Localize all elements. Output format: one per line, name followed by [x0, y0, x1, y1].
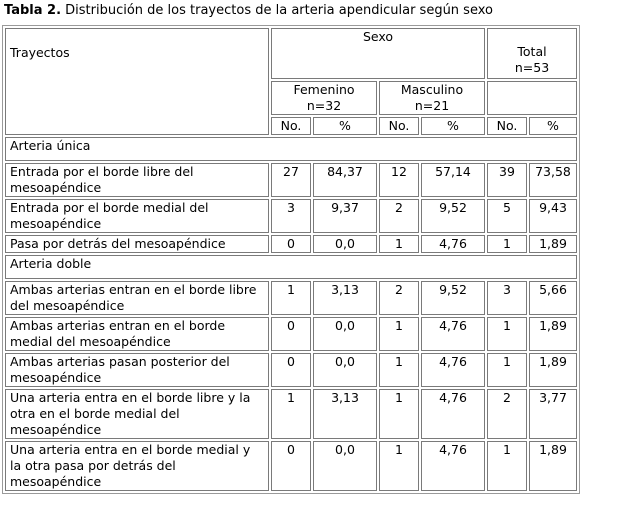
section-title: Arteria única: [5, 137, 577, 161]
table-row: [5, 353, 577, 387]
row-label: Pasa por detrás del mesoapéndice: [5, 235, 269, 253]
cell-mas-pct: 4,76: [421, 317, 485, 351]
trayectos-table: [2, 25, 580, 494]
cell-tot-pct: 5,66: [529, 281, 577, 315]
cell-mas-no: 12: [379, 163, 419, 197]
header-femenino-label: Femenino: [293, 82, 355, 97]
header-fem-pct: %: [313, 117, 377, 135]
table-caption-text: Distribución de los trayectos de la arteria apendicular según sexo: [61, 3, 493, 18]
header-tot-no: No.: [487, 117, 527, 135]
cell-fem-pct: 0,0: [313, 353, 377, 387]
row-label: Entrada por el borde medial del mesoapéndice: [5, 199, 269, 233]
header-mas-no: No.: [379, 117, 419, 135]
table-caption-label: Tabla 2.: [4, 3, 62, 18]
row-label: Ambas arterias entran en el borde libre del mesoapéndice: [5, 281, 269, 315]
cell-mas-no: 1: [379, 235, 419, 253]
header-masculino-label: Masculino: [400, 82, 464, 97]
header-row-1: [5, 28, 577, 79]
cell-tot-pct: 1,89: [529, 317, 577, 351]
cell-fem-pct: 3,13: [313, 389, 377, 439]
cell-mas-pct: 57,14: [421, 163, 485, 197]
cell-tot-no: 39: [487, 163, 527, 197]
cell-mas-pct: 4,76: [421, 235, 485, 253]
cell-fem-pct: 84,37: [313, 163, 377, 197]
cell-mas-no: 2: [379, 281, 419, 315]
cell-fem-no: 3: [271, 199, 311, 233]
cell-tot-no: 5: [487, 199, 527, 233]
cell-tot-pct: 73,58: [529, 163, 577, 197]
table-row: [5, 441, 577, 491]
table-row: [5, 199, 577, 233]
header-fem-no: No.: [271, 117, 311, 135]
cell-mas-no: 1: [379, 317, 419, 351]
cell-fem-no: 1: [271, 281, 311, 315]
cell-mas-pct: 9,52: [421, 281, 485, 315]
cell-fem-pct: 9,37: [313, 199, 377, 233]
cell-fem-no: 0: [271, 317, 311, 351]
cell-mas-no: 1: [379, 389, 419, 439]
table-body: [5, 28, 577, 491]
header-total: [487, 28, 577, 79]
cell-mas-no: 2: [379, 199, 419, 233]
cell-mas-pct: 4,76: [421, 441, 485, 491]
cell-tot-pct: 3,77: [529, 389, 577, 439]
header-total-label: Total: [517, 44, 547, 59]
cell-fem-no: 0: [271, 441, 311, 491]
cell-tot-pct: 1,89: [529, 353, 577, 387]
cell-fem-no: 27: [271, 163, 311, 197]
cell-fem-pct: 3,13: [313, 281, 377, 315]
section-row-doble: [5, 255, 577, 279]
cell-tot-no: 1: [487, 235, 527, 253]
cell-mas-no: 1: [379, 353, 419, 387]
section-title: Arteria doble: [5, 255, 577, 279]
table-row: [5, 281, 577, 315]
header-trayectos: Trayectos: [5, 28, 269, 135]
cell-tot-pct: 1,89: [529, 441, 577, 491]
cell-mas-no: 1: [379, 441, 419, 491]
cell-mas-pct: 4,76: [421, 389, 485, 439]
header-total-blank: [487, 81, 577, 115]
table-row: [5, 317, 577, 351]
table-row: [5, 163, 577, 197]
cell-tot-no: 1: [487, 353, 527, 387]
cell-fem-pct: 0,0: [313, 441, 377, 491]
cell-tot-no: 1: [487, 441, 527, 491]
row-label: Ambas arterias entran en el borde medial del mesoapéndice: [5, 317, 269, 351]
table-row: [5, 235, 577, 253]
cell-mas-pct: 4,76: [421, 353, 485, 387]
row-label: Una arteria entra en el borde medial y la otra pasa por detrás del mesoapéndice: [5, 441, 269, 491]
cell-fem-no: 0: [271, 235, 311, 253]
cell-tot-no: 2: [487, 389, 527, 439]
table-caption: [4, 3, 493, 18]
header-total-n: n=53: [514, 60, 550, 75]
row-label: Una arteria entra en el borde libre y la otra en el borde medial del mesoapéndice: [5, 389, 269, 439]
header-tot-pct: %: [529, 117, 577, 135]
cell-tot-no: 1: [487, 317, 527, 351]
row-label: Entrada por el borde libre del mesoapéndice: [5, 163, 269, 197]
section-row-unica: [5, 137, 577, 161]
cell-tot-no: 3: [487, 281, 527, 315]
cell-tot-pct: 9,43: [529, 199, 577, 233]
table-row: [5, 389, 577, 439]
cell-tot-pct: 1,89: [529, 235, 577, 253]
cell-fem-pct: 0,0: [313, 235, 377, 253]
row-label: Ambas arterias pasan posterior del mesoapéndice: [5, 353, 269, 387]
cell-mas-pct: 9,52: [421, 199, 485, 233]
header-masculino-n: n=21: [414, 98, 450, 113]
cell-fem-no: 0: [271, 353, 311, 387]
cell-fem-pct: 0,0: [313, 317, 377, 351]
header-sexo: Sexo: [271, 28, 485, 79]
header-femenino-n: n=32: [306, 98, 342, 113]
cell-fem-no: 1: [271, 389, 311, 439]
header-femenino: [271, 81, 377, 115]
header-masculino: [379, 81, 485, 115]
header-mas-pct: %: [421, 117, 485, 135]
